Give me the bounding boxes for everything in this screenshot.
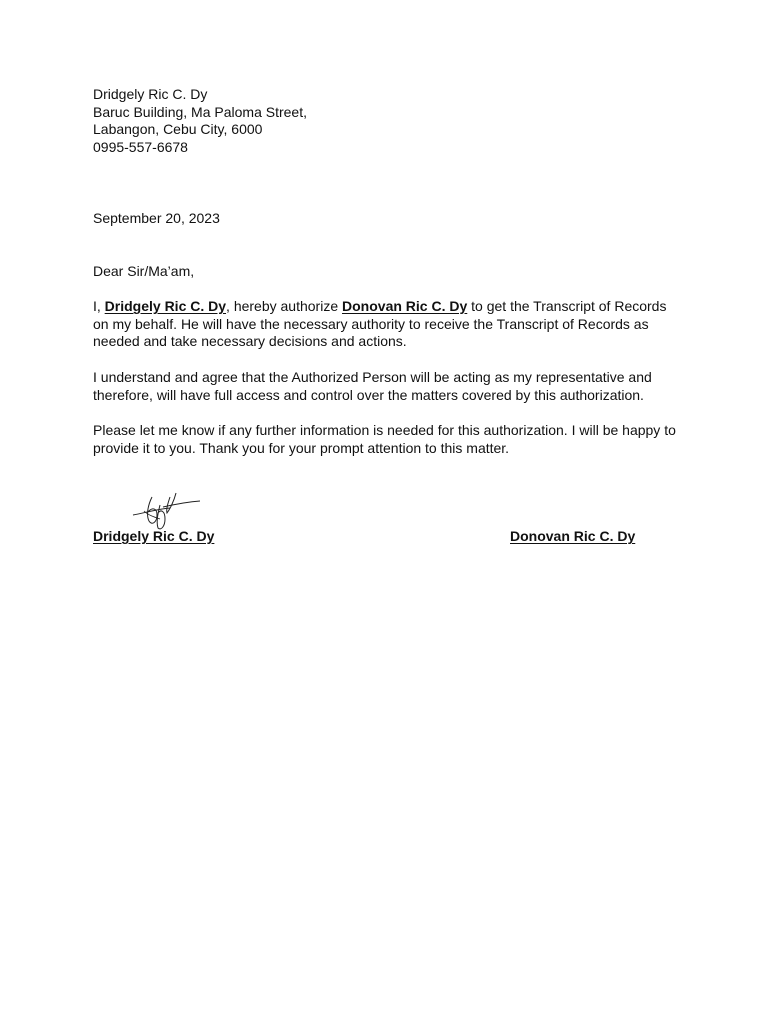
paragraph1-suffix: to get the Transcript of Records on my behalf. He will have the necessary authority to receive the Transcript of Records as needed and take necessary decisions and actions. xyxy=(93,298,667,350)
paragraph1-middle: , hereby authorize xyxy=(226,298,343,314)
salutation: Dear Sir/Ma’am, xyxy=(93,263,195,279)
sender-address-line2: Labangon, Cebu City, 6000 xyxy=(93,121,263,138)
paragraph1-prefix: I, xyxy=(93,298,105,314)
grantee-signature-name: Donovan Ric C. Dy xyxy=(510,528,636,544)
grantor-name: Dridgely Ric C. Dy xyxy=(104,298,227,314)
acknowledgement-paragraph: I understand and agree that the Authorized Person will be acting as my representative and therefore, will have full access and control over the matters covered by this authorization. xyxy=(93,369,652,403)
sender-name: Dridgely Ric C. Dy xyxy=(93,86,208,102)
grantee-name: Donovan Ric C. Dy xyxy=(342,298,468,314)
closing-paragraph: Please let me know if any further information is needed for this authorization. I will be happy to provide it to you. Thank you for your prompt attention to this matter. xyxy=(93,422,676,456)
authorization-paragraph xyxy=(93,298,683,351)
grantor-signature-name: Dridgely Ric C. Dy xyxy=(93,528,215,544)
sender-block xyxy=(93,86,493,157)
sender-phone: 0995-557-6678 xyxy=(93,139,188,156)
handwritten-signature xyxy=(130,489,204,533)
sender-address-line1: Baruc Building, Ma Paloma Street, xyxy=(93,103,307,120)
letter-date: September 20, 2023 xyxy=(93,210,220,226)
